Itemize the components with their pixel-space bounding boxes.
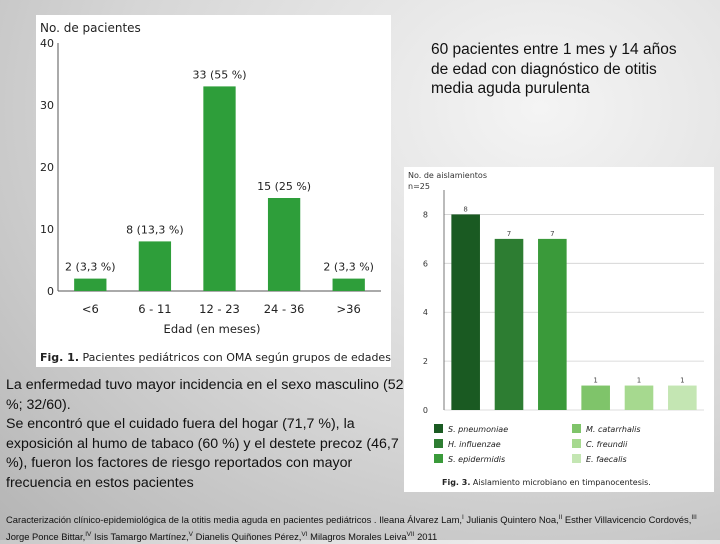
chart1-xlabel: Edad (en meses) [163, 322, 261, 336]
figure-3-panel [404, 167, 714, 492]
chart2-legend-swatch [572, 439, 581, 448]
chart2-ytick-label: 4 [422, 308, 428, 318]
chart2-ytick-label: 0 [422, 406, 428, 415]
chart2-bar [625, 386, 654, 410]
chart2-data-label: 8 [463, 205, 468, 214]
chart1-ytick-label: 30 [40, 99, 54, 112]
chart1-data-label: 33 (55 %) [192, 68, 247, 82]
chart2-data-label: 1 [636, 376, 642, 385]
chart1-category-label: <6 [81, 302, 99, 316]
chart1-ytick-label: 40 [40, 37, 54, 50]
chart2-legend-swatch [434, 424, 443, 433]
chart2-ytick-label: 8 [422, 210, 428, 220]
chart2-legend-swatch [572, 454, 581, 463]
chart1-bar [333, 279, 365, 291]
chart2-bar [581, 386, 610, 410]
chart2-legend-label: S. epidermidis [448, 455, 506, 464]
chart1-bar [139, 241, 171, 291]
citation: Caracterización clínico-epidemiológica de la otitis media aguda en pacientes pediátricos . Ileana Álvarez Lam,$^I$ Julianis Quintero Noa,$^{II}$ Esther Villavicencio Cordovés,$^{III}$ Jorge Ponce Bittar,$^{IV}$ Isis Tamargo Martínez,$^V$ Dianelis Quiñones Pérez,$^{VI}$ Milagros Morales Leiva$^{VII}$ 2011 [6, 514, 697, 543]
chart2-legend-label: M. catarrhalis [586, 425, 641, 434]
chart2-bar [668, 386, 697, 410]
chart2-note: n=25 [408, 182, 430, 191]
chart1-category-label: >36 [336, 302, 361, 316]
chart2-ytick-label: 6 [422, 259, 428, 269]
isolation-chart [404, 167, 714, 492]
chart2-bar [451, 214, 480, 410]
chart2-data-label: 7 [506, 229, 512, 238]
chart1-ytick-label: 20 [40, 161, 54, 174]
chart1-data-label: 2 (3,3 %) [65, 260, 116, 274]
findings-paragraph-1: La enfermedad tuvo mayor incidencia en el sexo masculino (52 %; 32/60). [6, 377, 404, 413]
chart1-bar [268, 198, 300, 291]
chart2-legend-swatch [434, 454, 443, 463]
chart2-legend-swatch [434, 439, 443, 448]
chart2-legend-label: H. influenzae [448, 440, 501, 449]
chart1-category-label: 24 - 36 [263, 302, 305, 316]
chart2-legend-label: C. freundii [586, 440, 628, 449]
chart2-bar [495, 239, 524, 410]
chart2-legend-label: S. pneumoniae [448, 425, 509, 434]
chart1-data-label: 2 (3,3 %) [323, 260, 374, 274]
chart1-category-label: 6 - 11 [138, 302, 172, 316]
age-group-chart [36, 15, 391, 367]
chart1-caption: Fig. 1. Pacientes pediátricos con OMA según grupos de edades. [40, 351, 391, 364]
chart1-category-label: 12 - 23 [199, 302, 240, 316]
chart2-data-label: 1 [680, 376, 685, 385]
chart2-caption: Fig. 3. Aislamiento microbiano en timpanocentesis. [442, 478, 651, 487]
chart2-legend-label: E. faecalis [586, 455, 627, 464]
figure-1-panel [36, 15, 391, 367]
findings-paragraph-2: Se encontró que el cuidado fuera del hogar (71,7 %), la exposición al humo de tabaco (60 %) y el destete precoz (46,7 %), fueron los factores de riesgo reportados con mayor frecuencia en estos pacientes [6, 416, 399, 491]
chart1-ytick-label: 10 [40, 223, 54, 236]
chart2-data-label: 1 [593, 376, 598, 385]
chart1-ylabel: No. de pacientes [40, 21, 141, 35]
chart2-ytick-label: 2 [422, 357, 428, 367]
chart1-data-label: 8 (13,3 %) [126, 223, 184, 237]
findings-text [6, 376, 406, 493]
intro-text: 60 pacientes entre 1 mes y 14 años de edad con diagnóstico de otitis media aguda purulenta [431, 41, 677, 97]
chart2-bar [538, 239, 567, 410]
chart2-ylabel: No. de aislamientos [408, 171, 487, 180]
chart1-bar [74, 279, 106, 291]
chart1-bar [203, 86, 235, 291]
chart2-data-label: 7 [550, 229, 555, 238]
chart2-legend-swatch [572, 424, 581, 433]
chart1-data-label: 15 (25 %) [257, 180, 312, 193]
chart1-ytick-label: 0 [47, 285, 54, 298]
